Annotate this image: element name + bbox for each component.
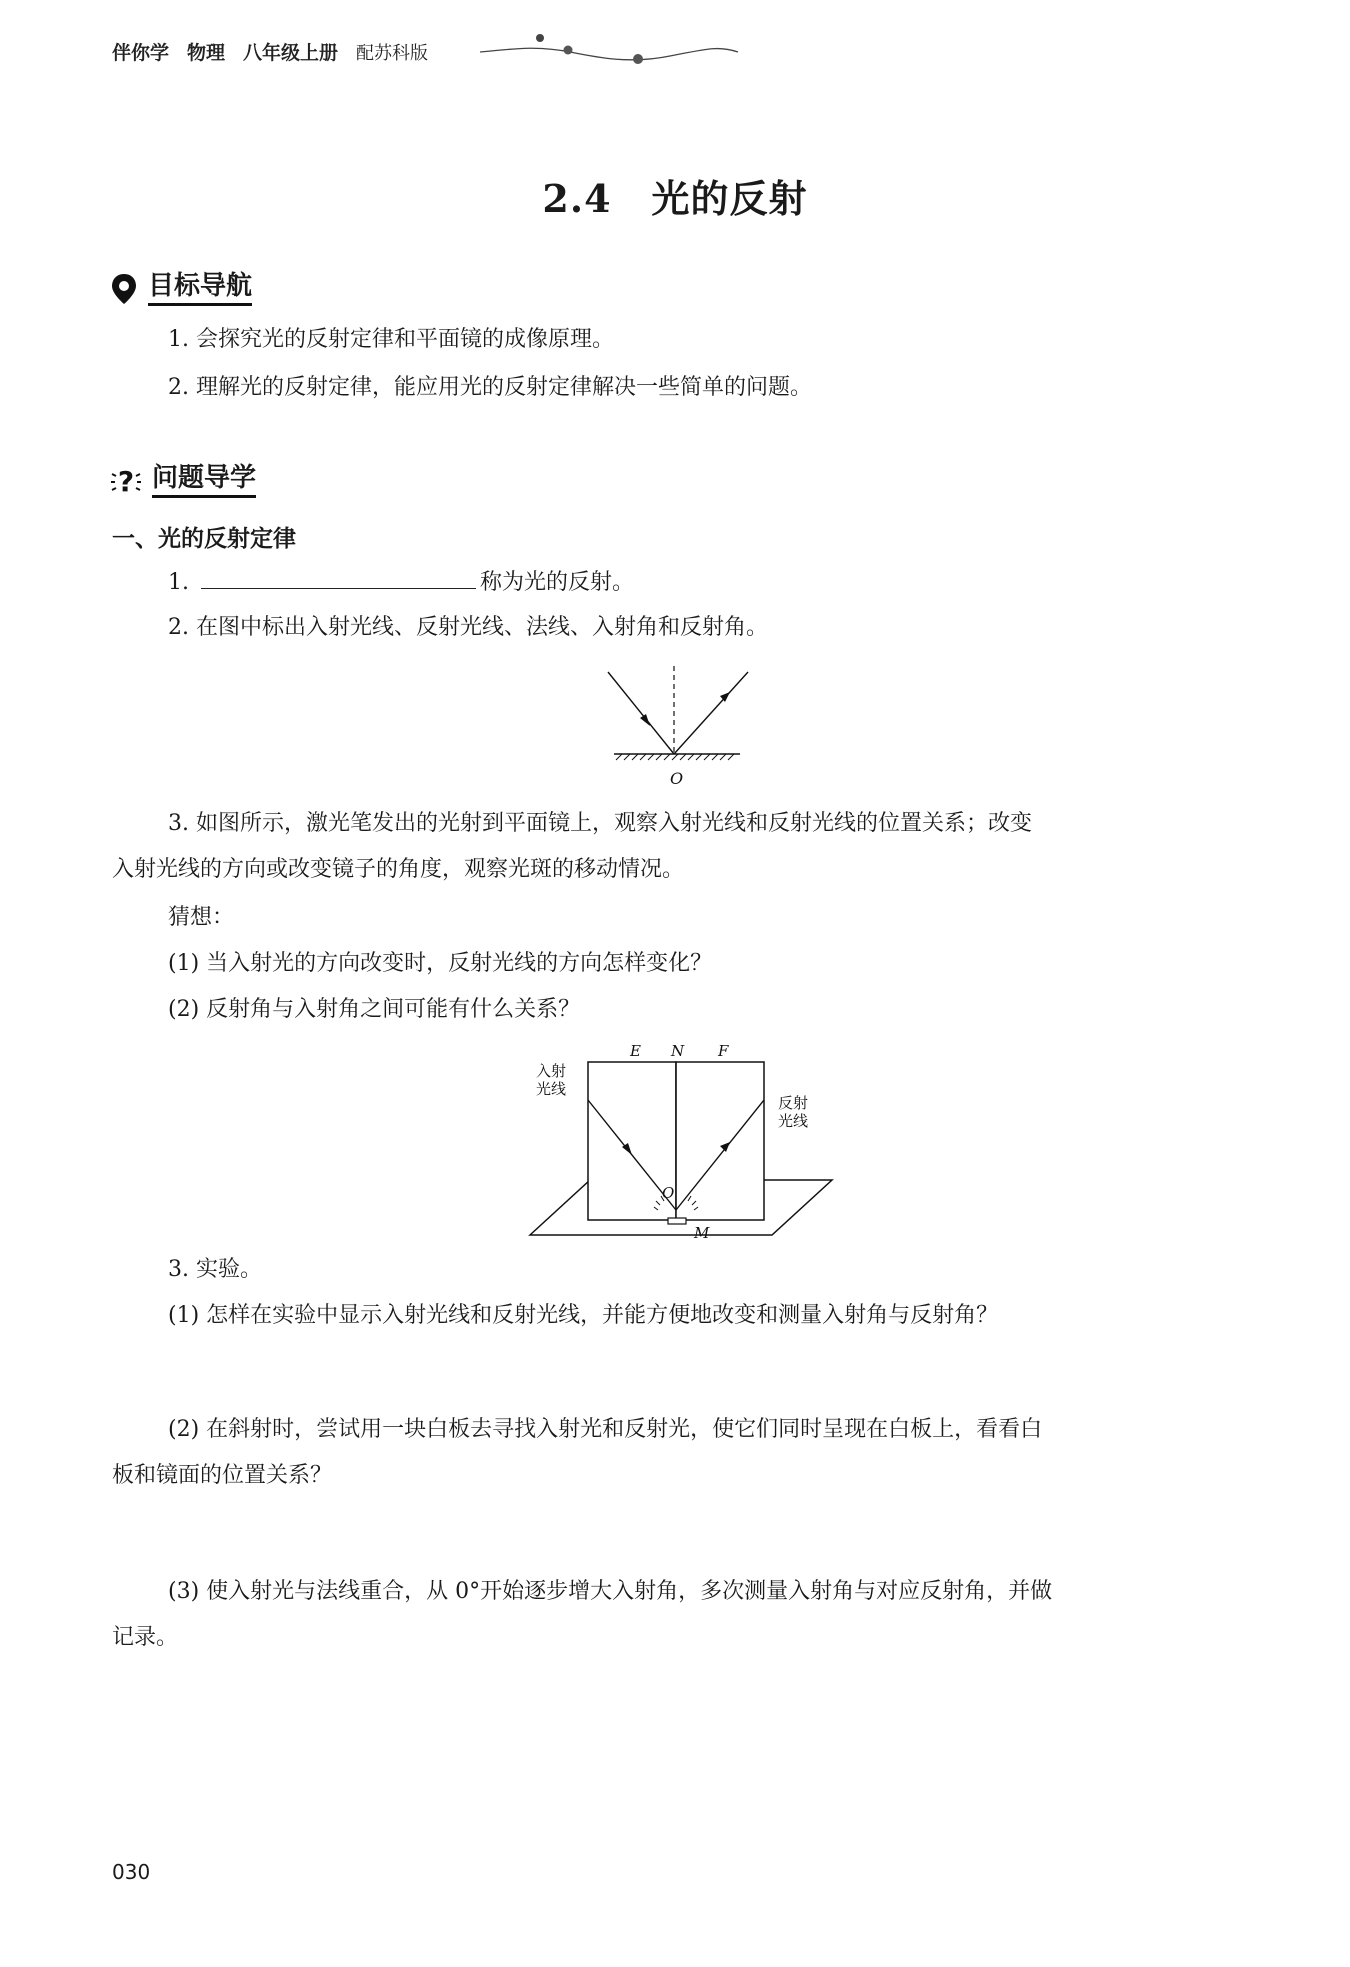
label-m: M — [694, 1224, 710, 1240]
guess-label: 猜想： — [168, 905, 235, 930]
question-1 — [168, 566, 634, 599]
point-o-label: O — [670, 769, 684, 788]
section-number: 2.4 — [542, 176, 612, 221]
reflection-experiment-diagram — [520, 1040, 840, 1240]
experiment-2-line2: 板和镜面的位置关系？ — [112, 1463, 333, 1488]
incident-ray-label-1: 入射 — [536, 1062, 567, 1080]
header-wave-decoration — [480, 30, 740, 70]
header-edition: 配苏科版 — [356, 42, 429, 64]
header-subject: 物理 — [187, 42, 226, 64]
label-e: E — [630, 1042, 641, 1060]
objective-item: 2. 理解光的反射定律，能应用光的反射定律解决一些简单的问题。 — [168, 375, 812, 400]
question-3-line2: 入射光线的方向或改变镜子的角度，观察光斑的移动情况。 — [112, 857, 685, 882]
experiment-3-line2: 记录。 — [112, 1625, 179, 1650]
experiment-1: (1) 怎样在实验中显示入射光线和反射光线，并能方便地改变和测量入射角与反射角？ — [168, 1303, 999, 1328]
svg-text:?: ? — [117, 465, 135, 498]
objectives-heading-text: 目标导航 — [148, 272, 252, 306]
question-2: 2. 在图中标出入射光线、反射光线、法线、入射角和反射角。 — [168, 615, 768, 640]
incident-ray-label-2: 光线 — [536, 1080, 567, 1098]
question-3-line1: 3. 如图所示，激光笔发出的光射到平面镜上，观察入射光线和反射光线的位置关系；改变 — [168, 811, 1032, 836]
question-1-text: 称为光的反射。 — [480, 570, 635, 595]
label-o: O — [662, 1184, 675, 1202]
fill-in-blank[interactable] — [201, 566, 476, 589]
section-name: 光的反射 — [651, 176, 808, 221]
objectives-heading — [110, 272, 252, 306]
header-grade: 八年级上册 — [243, 42, 339, 64]
question-1-number: 1. — [168, 570, 189, 595]
reflected-ray-label-2: 光线 — [778, 1112, 809, 1130]
location-pin-icon — [110, 272, 138, 306]
objective-item: 1. 会探究光的反射定律和平面镜的成像原理。 — [168, 327, 614, 352]
experiment-heading: 3. 实验。 — [168, 1257, 262, 1282]
guess-1: (1) 当入射光的方向改变时，反射光线的方向怎样变化？ — [168, 951, 713, 976]
experiment-3-line1: (3) 使入射光与法线重合，从 0°开始逐步增大入射角，多次测量入射角与对应反射角，并做 — [168, 1579, 1053, 1604]
page-header — [112, 38, 428, 65]
experiment-2-line1: (2) 在斜射时，尝试用一块白板去寻找入射光和反射光，使它们同时呈现在白板上，看看白 — [168, 1417, 1043, 1442]
page-number: 030 — [112, 1860, 151, 1884]
guess-2: (2) 反射角与入射角之间可能有什么关系？ — [168, 997, 581, 1022]
guide-heading-text: 问题导学 — [152, 464, 256, 498]
reflection-diagram — [600, 660, 760, 790]
question-mark-icon — [110, 464, 142, 498]
guide-heading — [110, 464, 256, 498]
section-title — [0, 168, 1350, 223]
reflected-ray-label-1: 反射 — [778, 1094, 809, 1112]
header-series: 伴你学 — [112, 42, 170, 64]
label-f: F — [718, 1042, 729, 1060]
part-heading: 一、光的反射定律 — [112, 526, 296, 552]
label-n: N — [671, 1042, 685, 1060]
